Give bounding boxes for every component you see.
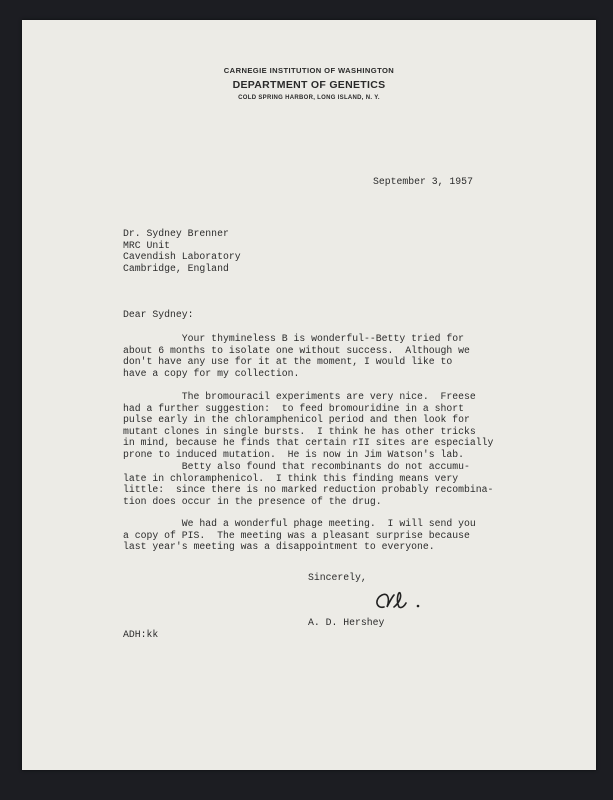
- body-line: in mind, because he finds that certain rII sites are especially: [123, 437, 494, 449]
- body-line: have a copy for my collection.: [123, 367, 300, 379]
- body-line: last year's meeting was a disappointment to everyone.: [123, 541, 435, 553]
- body-line: mutant clones in single bursts. I think he has other tricks: [123, 425, 476, 437]
- body-line: pulse early in the chloramphenicol period and then look for: [123, 414, 470, 426]
- body-line: had a further suggestion: to feed bromouridine in a short: [123, 402, 464, 414]
- recipient-line: MRC Unit: [123, 239, 171, 251]
- recipient-line: Dr. Sydney Brenner: [123, 228, 229, 239]
- body-line: little: since there is no marked reduction probably recombina-: [123, 484, 494, 496]
- body-line: a copy of PIS. The meeting was a pleasant surprise because: [123, 529, 470, 541]
- body-line: about 6 months to isolate one without success. Although we: [123, 344, 470, 356]
- salutation: Dear Sydney:: [123, 309, 194, 320]
- recipient-line: Cavendish Laboratory: [123, 251, 241, 262]
- body-line: don't have any use for it at the moment, I would like to: [123, 356, 453, 368]
- closing: Sincerely,: [308, 572, 367, 583]
- handwritten-signature: [372, 585, 432, 620]
- letterhead-department: DEPARTMENT OF GENETICS: [232, 79, 386, 91]
- letterhead-address: COLD SPRING HARBOR, LONG ISLAND, N. Y.: [238, 95, 380, 101]
- typist-initials: ADH:kk: [123, 629, 159, 640]
- body-line: The bromouracil experiments are very nice. Freese: [123, 391, 476, 402]
- signer-name: A. D. Hershey: [308, 617, 385, 628]
- body-line: We had a wonderful phage meeting. I will send you: [123, 518, 476, 529]
- recipient-line: Cambridge, England: [123, 262, 229, 274]
- body-line: tion does occur in the presence of the drug.: [123, 495, 382, 507]
- body-line: Betty also found that recombinants do not accumu-: [123, 461, 470, 472]
- body-line: Your thymineless B is wonderful--Betty tried for: [123, 333, 464, 344]
- letterhead-institution: CARNEGIE INSTITUTION OF WASHINGTON: [223, 66, 395, 75]
- letter-date: September 3, 1957: [373, 176, 473, 187]
- body-line: late in chloramphenicol. I think this finding means very: [123, 472, 459, 484]
- body-line: prone to induced mutation. He is now in Jim Watson's lab.: [123, 449, 464, 460]
- letter-page: [22, 20, 596, 770]
